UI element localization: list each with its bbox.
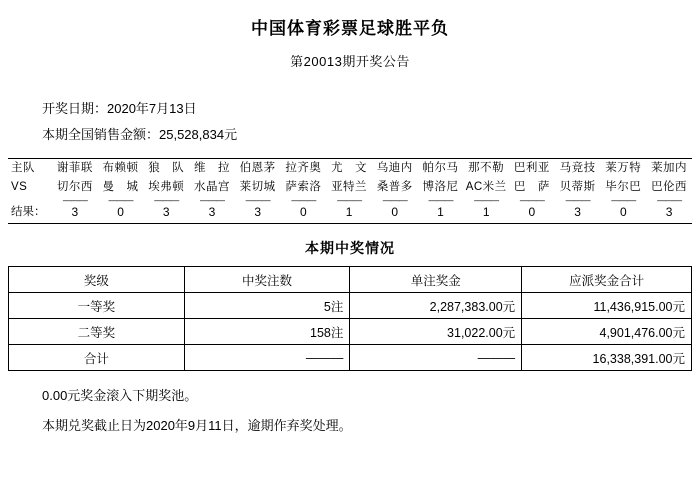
prize-total-amount: 11,436,915.00元 [522,293,692,319]
match-result: 1 [482,205,490,219]
prize-col-single: 单注奖金 [350,267,522,293]
separator-cell: ——— [291,195,316,205]
separator-cell: ——— [519,195,544,205]
separator-cell: ——— [382,195,407,205]
match-result: 0 [528,205,536,219]
draw-date: 开奖日期：2020年7月13日 [42,101,197,116]
match-result: 0 [300,205,307,219]
guest-team: 博洛尼 [422,181,459,193]
prize-count: ——— [184,345,350,371]
match-result: 3 [665,205,673,219]
row-label-result: 结果： [11,206,46,218]
separator-cell: ——— [565,195,590,205]
host-team: 拉齐奥 [285,162,322,174]
matches-table [8,159,692,223]
host-team: 莱加内 [651,162,688,174]
prize-single-amount: ——— [350,345,522,371]
host-team: 布赖顿 [102,162,139,174]
match-result: 3 [162,205,170,219]
page-subtitle: 第20013期开奖公告 [290,54,410,69]
draw-info [0,70,700,148]
prize-count: 158注 [184,319,350,345]
separator-cell: ——— [199,195,224,205]
matches-host-row [8,159,692,178]
separator-cell: ——— [657,195,682,205]
match-result: 3 [574,205,581,219]
guest-team: 萨索洛 [285,181,322,193]
separator-cell: ——— [108,195,133,205]
host-team: 乌迪内 [376,162,413,174]
match-result: 3 [71,205,79,219]
prize-single-amount: 31,022.00元 [350,319,522,345]
host-team: 帕尔马 [422,162,459,174]
host-team: 狼 队 [148,162,185,174]
guest-team: 桑普多 [376,181,413,193]
host-team: 维 拉 [193,162,230,174]
deadline-note: 本期兑奖截止日为2020年9月11日，逾期作弃奖处理。 [42,418,352,433]
host-team: 伯恩茅 [239,162,276,174]
separator-cell: ——— [154,195,179,205]
table-row [9,319,692,345]
host-team: 谢菲联 [56,162,93,174]
guest-team: 埃弗顿 [148,181,185,193]
table-row [9,293,692,319]
prize-table-header-row [9,267,692,293]
separator-cell: ——— [245,195,270,205]
match-result: 0 [117,205,124,219]
prize-col-count: 中奖注数 [184,267,350,293]
matches-separator-row [8,197,692,203]
matches-table-wrapper [8,158,692,224]
prize-section-title: 本期中奖情况 [305,240,395,256]
match-result: 0 [619,205,627,219]
footer-notes [0,371,700,441]
guest-team: 水晶宫 [193,181,230,193]
prize-count: 5注 [184,293,350,319]
guest-team: 巴伦西 [651,181,688,193]
separator-cell: ——— [337,195,362,205]
sales-amount: 本期全国销售金额：25,528,834元 [42,127,238,142]
prize-level: 二等奖 [9,319,185,345]
separator-cell: ——— [474,195,499,205]
host-team: 马竞技 [559,162,596,174]
prize-total-amount: 16,338,391.00元 [522,345,692,371]
separator-cell: ——— [428,195,453,205]
host-team: 巴利亚 [513,162,550,174]
match-result: 1 [345,205,353,219]
rollover-note: 0.00元奖金滚入下期奖池。 [42,388,198,403]
match-result: 3 [208,205,216,219]
row-label-vs: VS [11,181,28,193]
guest-team: AC米兰 [465,181,507,193]
guest-team: 贝蒂斯 [559,181,596,193]
separator-cell: ——— [62,195,87,205]
guest-team: 切尔西 [56,181,93,193]
prize-level: 合计 [9,345,185,371]
table-row [9,345,692,371]
match-result: 1 [437,205,444,219]
guest-team: 毕尔巴 [605,181,642,193]
prize-level: 一等奖 [9,293,185,319]
separator-cell: ——— [611,195,636,205]
guest-team: 曼 城 [102,181,139,193]
host-team: 尤 文 [331,162,368,174]
page-title: 中国体育彩票足球胜平负 [251,19,449,38]
prize-col-level: 奖级 [9,267,185,293]
host-team: 莱万特 [605,162,642,174]
prize-table [8,266,692,371]
guest-team: 亚特兰 [331,181,368,193]
guest-team: 巴 萨 [513,181,550,193]
match-result: 0 [391,205,399,219]
prize-total-amount: 4,901,476.00元 [522,319,692,345]
prize-col-total: 应派奖金合计 [522,267,692,293]
matches-result-row [8,203,692,223]
row-label-host: 主队 [11,162,35,174]
host-team: 那不勒 [468,162,505,174]
match-result: 3 [254,205,261,219]
prize-single-amount: 2,287,383.00元 [350,293,522,319]
guest-team: 莱切城 [239,181,276,193]
